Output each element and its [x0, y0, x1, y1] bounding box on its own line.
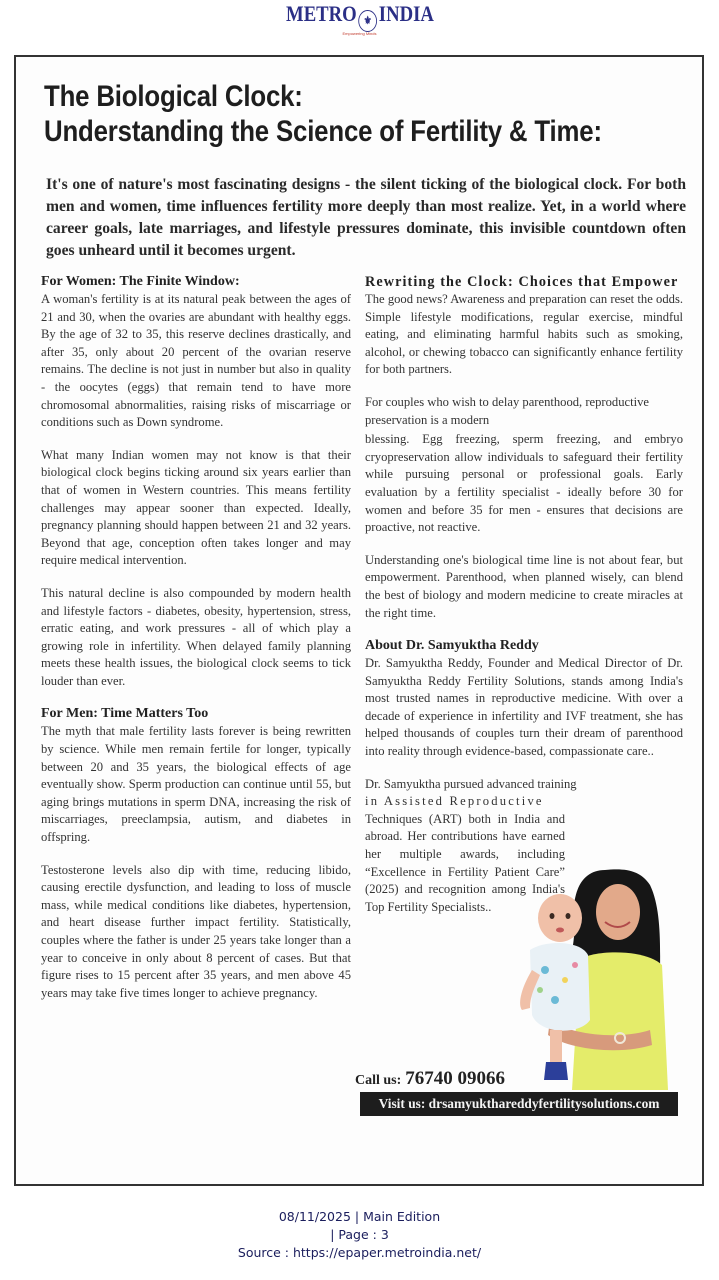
call-us-label: Call us: [355, 1073, 402, 1088]
about-paragraph-2-line-2: in Assisted Reproductive [365, 794, 544, 809]
masthead-name-right: INDIA [378, 1, 434, 26]
rewrite-paragraph-2a: For couples who wish to delay parenthood, reproductive preservation is a modern [365, 394, 649, 427]
masthead [0, 0, 719, 40]
about-paragraph-2-line-1: Dr. Samyuktha pursued advanced training [365, 776, 577, 791]
men-section-heading: For Men: Time Matters Too [41, 706, 209, 722]
doctor-with-baby-photo [510, 840, 670, 1090]
masthead-name-left: METRO [285, 1, 357, 26]
headline [44, 79, 602, 149]
footer-date-edition: 08/11/2025 | Main Edition [278, 1209, 441, 1224]
rewrite-paragraph-2b: blessing. Egg freezing, sperm freezing, and embryo cryopreservation allow individuals to safeguard their fertility while pursuing personal or professional goals. Early evaluation by a fertility specialist - ideally before 30 for women and before 35 for men - ensures that decisions are proactive, not reactive. [365, 432, 683, 535]
lede-paragraph: It's one of nature's most fascinating designs - the silent ticking of the biological clock. For both men and women, time influences fertility more deeply than most realize. Yet, in a world where career goals, late marriages, and lifestyle pressures dominate, this invisible countdown often goes unheard until it becomes urgent. [46, 176, 686, 259]
about-paragraph-1: Dr. Samyuktha Reddy, Founder and Medical Director of Dr. Samyuktha Reddy Fertility Solutions, stands among India's most trusted names in reproductive medicine. With over a decade of experience in infertility and IVF treatment, she has helped thousands of couples turn their dream of parenthood into reality through evidence-based, compassionate care.. [365, 656, 683, 759]
footer-source-link[interactable]: Source : https://epaper.metroindia.net/ [237, 1245, 482, 1260]
headline-line-2: Understanding the Science of Fertility & Time: [44, 115, 602, 148]
page-footer [0, 1208, 719, 1262]
masthead-logo[interactable] [286, 0, 434, 32]
women-paragraph-3: This natural decline is also compounded by modern health and lifestyle factors - diabetes, obesity, hypertension, stress, erratic eating, and work pressures - all of which play a growing role in infertility. When delayed family planning meets these health issues, the biological clock seems to tick louder than ever. [41, 585, 351, 688]
left-column [41, 273, 351, 1017]
about-section-heading: About Dr. Samyuktha Reddy [365, 638, 539, 654]
right-column [365, 273, 683, 916]
rewrite-section-heading: Rewriting the Clock: Choices that Empower [365, 274, 679, 290]
women-section-heading: For Women: The Finite Window: [41, 274, 240, 289]
call-us[interactable] [355, 1068, 505, 1090]
rewrite-paragraph-3: Understanding one's biological time line is not about fear, but empowerment. Parenthood, when planned wisely, can blend the best of biology and modern medicine to create miracles at the right time. [365, 552, 683, 620]
women-paragraph-2: What many Indian women may not know is that their biological clock begins ticking around six years earlier than that of women in Western countries. This means fertility challenges may appear sooner than expected. Ideally, pregnancy planning should happen between 21 and 32 years. Beyond that age, conception often takes longer and may require medical intervention. [41, 447, 351, 568]
men-paragraph-1: The myth that male fertility lasts forever is being rewritten by science. While men remain fertile for longer, typically between 20 and 35 years, the biological effects of age eventually show. Sperm production can continue until 55, but aging brings mutations in sperm DNA, increasing the risk of miscarriages, preeclampsia, autism, and diabetes in offspring. [41, 724, 351, 845]
headline-line-1: The Biological Clock: [44, 80, 303, 113]
crest-emblem-icon: ⚜ [358, 10, 377, 32]
women-paragraph-1: A woman's fertility is at its natural peak between the ages of 21 and 30, when the ovaries are abundant with healthy eggs. By the age of 32 to 35, this reserve declines drastically, and after 35, only about 20 percent of the ovarian reserve remains. The decline is not just in number but also in quality - the oocytes (eggs) that remain tend to have more chromosomal abnormalities, raising risks of miscarriage or conditions such as Down syndrome. [41, 292, 351, 430]
about-paragraph-2-rest: Techniques (ART) both in India and abroad. Her contributions have earned her multiple awards, including “Excellence in Fertility Patient Care” (2025) and recognition among India's Top Fertility Specialists.. [365, 811, 565, 914]
rewrite-paragraph-1: The good news? Awareness and preparation can reset the odds. Simple lifestyle modifications, regular exercise, mindful eating, and eliminating harmful habits such as smoking, alcohol, or chewing tobacco can significantly enhance fertility for both partners. [365, 292, 683, 377]
doctor-photo-illustration [510, 840, 670, 1090]
masthead-tagline: Empowering Minds [342, 31, 377, 36]
footer-page-number: | Page : 3 [330, 1227, 389, 1242]
men-paragraph-2: Testosterone levels also dip with time, reducing libido, causing erectile dysfunction, and leading to loss of muscle mass, while medical conditions like diabetes, hypertension, and heart disease further impact fertility. Statistically, couples where the father is under 25 years take longer than a year to conceive in only about 8 percent of cases. But that figure rises to 15 percent after 35 years, and men above 45 years may take five times longer to achieve pregnancy. [41, 862, 351, 1000]
phone-number[interactable]: 76740 09066 [405, 1068, 506, 1089]
visit-us-banner[interactable]: Visit us: drsamyukthareddyfertilitysolutions.com [360, 1092, 678, 1116]
